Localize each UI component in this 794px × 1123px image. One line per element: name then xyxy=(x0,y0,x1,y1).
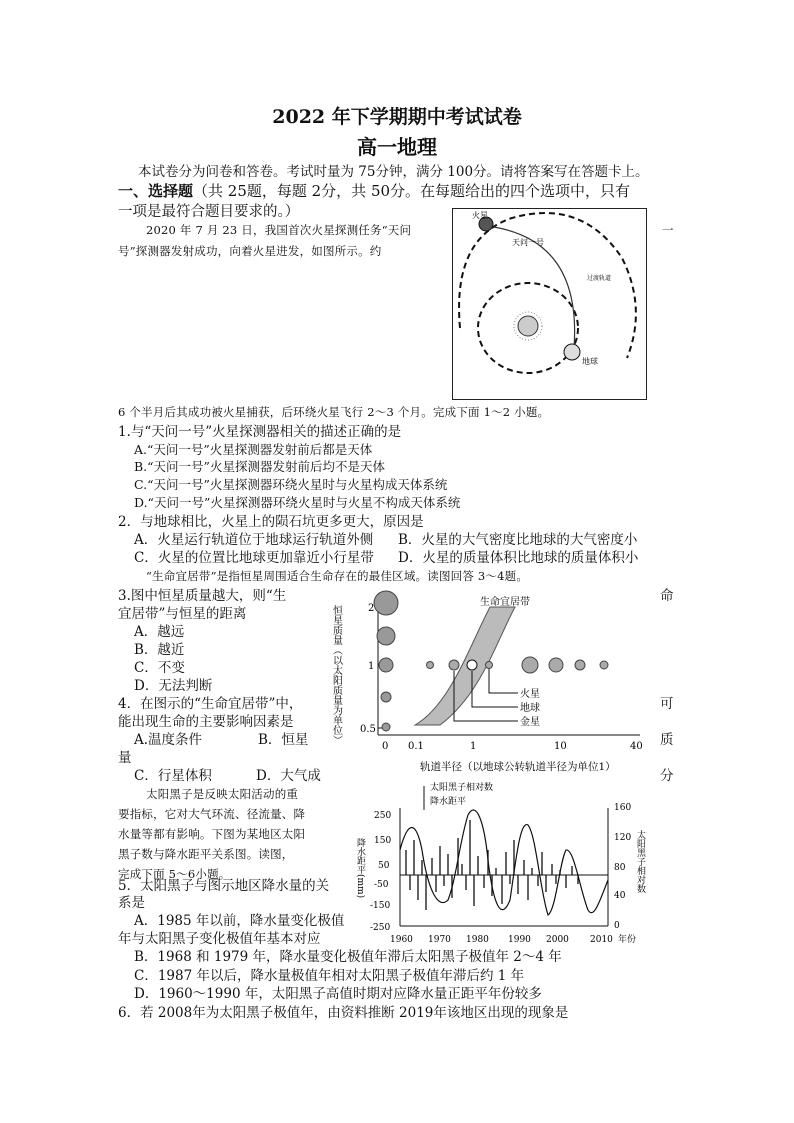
rt-0: 0 xyxy=(614,921,620,931)
star-mass-0.5 xyxy=(382,723,390,731)
q4-option-b-end: 质 xyxy=(660,732,674,748)
xtick-0: 0 xyxy=(382,741,389,752)
legend-sunspot: 太阳黑子相对数 xyxy=(430,783,494,793)
q3-stem-b: 宜居带”与恒星的距离 xyxy=(118,606,247,622)
q4-option-d-end: 分 xyxy=(660,768,674,784)
ytick-1: 1 xyxy=(368,661,375,672)
rt-40: 40 xyxy=(614,891,626,901)
exam-subject: 高一地理 xyxy=(357,135,437,159)
rt-160: 160 xyxy=(614,803,632,813)
passage1-line2: 号”探测器发射成功，向着火星进发，如图所示。约 xyxy=(118,244,382,258)
passage1-dash: 一 xyxy=(662,223,674,237)
left-axis-label: 降水距平(mm) xyxy=(355,838,365,899)
q1-option-d: D.“天问一号”火星探测器环绕火星时与火星不构成天体系统 xyxy=(134,495,461,510)
star-mass-1 xyxy=(379,658,393,672)
planet-venus xyxy=(449,660,459,670)
q5-option-a: A．1985 年以前，降水量变化极值 xyxy=(134,913,345,929)
q2-stem: 2．与地球相比，火星上的陨石坑更多更大，原因是 xyxy=(118,514,424,530)
lt--50: -50 xyxy=(374,880,389,890)
q4-option-b-cont: 量 xyxy=(118,750,132,766)
year-2010: 2010 xyxy=(590,935,613,945)
rt-80: 80 xyxy=(614,863,626,873)
xtick-1: 1 xyxy=(470,741,477,752)
xtick-40: 40 xyxy=(630,741,643,752)
q4-option-b: B．恒星 xyxy=(258,732,309,748)
legend-venus: 金星 xyxy=(520,717,540,728)
precip-bars xyxy=(406,820,578,910)
star-mass-1.5 xyxy=(377,627,395,645)
label-mars: 火星 xyxy=(472,211,488,220)
legend-earth: 地球 xyxy=(520,703,540,714)
q3-option-b: B．越近 xyxy=(134,642,185,658)
passage3-l5: 完成下面 5～6小题。 xyxy=(118,867,231,881)
earth-icon xyxy=(564,344,580,360)
section-heading-line xyxy=(118,182,630,200)
q5-option-b: B．1968 和 1979 年，降水量变化极值年滞后太阳黑子极值年 2～4 年 xyxy=(134,949,562,965)
q3-stem-a: 3.图中恒星质量越大，则“生 xyxy=(118,588,287,604)
q1-option-a: A.“天问一号”火星探测器发射前后都是天体 xyxy=(134,442,373,457)
q3-stem-end: 命 xyxy=(660,588,674,604)
q3-option-a: A．越远 xyxy=(134,624,185,640)
planet-saturn xyxy=(549,658,563,672)
q4-option-a: A.温度条件 xyxy=(134,732,203,748)
habitable-zone-chart xyxy=(330,585,650,775)
sunspot-precip-chart xyxy=(355,780,660,950)
planet-uranus xyxy=(575,660,585,670)
q4-stem-a: 4．在图示的“生命宜居带”中， xyxy=(118,696,303,712)
q5-stem-b: 系是 xyxy=(118,895,145,911)
q5-stem-a: 5．太阳黑子与图示地区降水量的关 xyxy=(118,878,330,894)
label-transfer: 过渡轨道 xyxy=(587,275,612,282)
passage3-l4: 黑子数与降水距平关系图。读图， xyxy=(118,847,294,861)
planet-jupiter xyxy=(522,657,538,673)
right-axis-label: 太阳黑子相对数 xyxy=(635,830,645,893)
q6-stem: 6．若 2008年为太阳黑子极值年，由资料推断 2019年该地区出现的现象是 xyxy=(118,1005,569,1021)
planet-mercury xyxy=(427,662,434,669)
q5-option-d: D．1960～1990 年，太阳黑子高值时期对应降水量正距平年份较多 xyxy=(134,986,542,1002)
xtick-0.1: 0.1 xyxy=(408,741,424,752)
q4-option-c: C．行星体积 xyxy=(134,768,212,784)
section-desc-2: 一项是最符合题目要求的。） xyxy=(118,204,300,220)
passage2: “生命宜居带”是指恒星周围适合生命存在的最佳区域。读图回答 3～4题。 xyxy=(146,569,529,583)
q4-stem-b: 能出现生命的主要影响因素是 xyxy=(118,714,294,730)
q2-option-d: D．火星的质量体积比地球的质量体积小 xyxy=(398,550,639,566)
lt-250: 250 xyxy=(374,811,392,821)
passage3-l2: 要指标，它对大气环流、径流量、降 xyxy=(118,807,306,821)
q1-option-b: B.“天问一号”火星探测器发射前后均不是天体 xyxy=(134,459,385,474)
year-1980: 1980 xyxy=(466,935,489,945)
legend-precip: 降水距平 xyxy=(430,797,467,807)
sunspot-curve xyxy=(400,810,608,915)
planet-earth xyxy=(467,660,477,670)
ytick-2: 2 xyxy=(368,603,375,614)
star-mass-0.7 xyxy=(381,692,391,702)
lt-50: 50 xyxy=(378,861,390,871)
x-axis-label: 轨道半径（以地球公转轨道半径为单位1） xyxy=(420,761,616,773)
q2-option-b: B．火星的大气密度比地球的大气密度小 xyxy=(398,532,638,548)
zone-label: 生命宜居带 xyxy=(480,597,530,608)
year-unit: 年份 xyxy=(618,935,637,945)
year-2000: 2000 xyxy=(546,935,569,945)
q5-option-a-cont: 年与太阳黑子变化极值年基本对应 xyxy=(118,931,321,947)
passage3-l3: 水量等都有影响。下图为某地区太阳 xyxy=(118,827,306,841)
intro-text: 本试卷分为问卷和答卷。考试时量为 75分钟，满分 100分。请将答案写在答题卡上。 xyxy=(138,164,649,180)
label-probe: 天问一号 xyxy=(512,238,544,247)
mars-mission-figure xyxy=(452,208,647,400)
year-1990: 1990 xyxy=(508,935,531,945)
passage3-l1: 太阳黑子是反映太阳活动的重 xyxy=(146,787,299,801)
star-mass-2 xyxy=(374,591,398,615)
rt-120: 120 xyxy=(614,833,632,843)
q1-option-c: C.“天问一号”火星探测器环绕火星时与火星构成天体系统 xyxy=(134,477,448,492)
planet-mars xyxy=(486,662,493,669)
section-heading: 一、选择题 xyxy=(118,182,194,200)
year-1960: 1960 xyxy=(390,935,413,945)
q4-option-d: D．大气成 xyxy=(256,768,321,784)
q3-option-d: D．无法判断 xyxy=(134,678,213,694)
label-earth: 地球 xyxy=(582,357,598,366)
xtick-10: 10 xyxy=(554,741,567,752)
passage1-line3: 6 个半月后其成功被火星捕获，后环绕火星飞行 2～3 个月。完成下面 1～2 小题。 xyxy=(118,405,550,419)
q2-option-a: A．火星运行轨道位于地球运行轨道外侧 xyxy=(134,532,374,548)
q5-option-c: C．1987 年以后，降水量极值年相对太阳黑子极值年滞后约 1 年 xyxy=(134,968,525,984)
section-desc: （共 25题，每题 2分，共 50分。在每题给出的四个选项中，只有 xyxy=(193,182,631,200)
exam-title: 2022 年下学期期中考试试卷 xyxy=(272,106,522,128)
lt--150: -150 xyxy=(370,901,391,911)
year-1970: 1970 xyxy=(428,935,451,945)
q4-stem-end: 可 xyxy=(660,696,674,712)
lt--250: -250 xyxy=(370,923,391,933)
legend-mars: 火星 xyxy=(520,689,540,700)
ytick-0.5: 0.5 xyxy=(360,724,376,735)
passage1-line1: 2020 年 7 月 23 日，我国首次火星探测任务“天问 xyxy=(146,223,412,237)
q2-option-c: C．火星的位置比地球更加靠近小行星带 xyxy=(134,550,374,566)
q3-option-c: C．不变 xyxy=(134,660,185,676)
planet-neptune xyxy=(600,661,608,669)
lt-150: 150 xyxy=(374,836,392,846)
q1-stem: 1.与“天问一号”火星探测器相关的描述正确的是 xyxy=(118,424,402,440)
y-axis-label: 恒星质量（以太阳质量为单位） xyxy=(330,605,342,745)
